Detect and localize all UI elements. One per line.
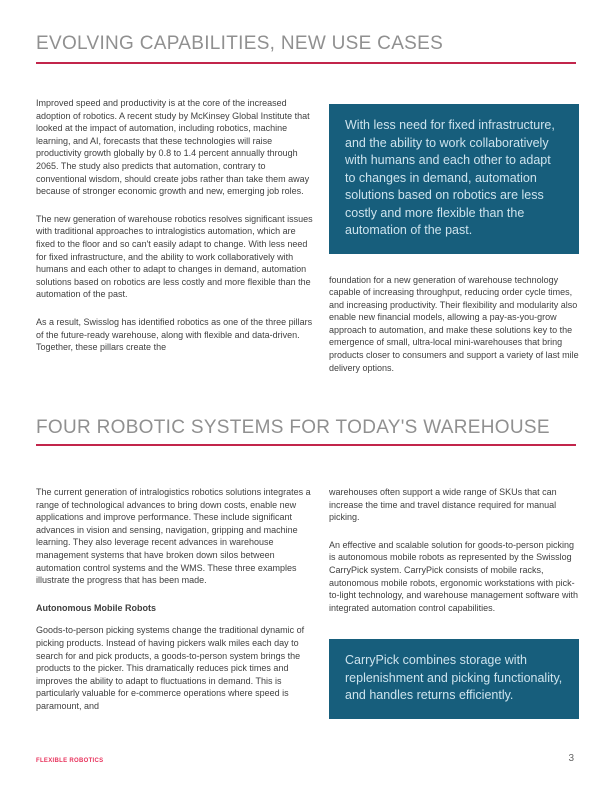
section1-divider-rule — [36, 62, 576, 64]
section1-right-column — [329, 97, 579, 389]
section1-title: EVOLVING CAPABILITIES, NEW USE CASES — [36, 33, 444, 54]
body-paragraph: As a result, Swisslog has identified robotics as one of the three pillars of the future-ready warehouse, along with flexible and data-driven. Together, these pillars create the — [36, 316, 313, 353]
body-paragraph: The current generation of intralogistics robotics solutions integrates a range of technological advances to bring down costs, enable new applications and improve performance. These include significant advances in vision and sensing, navigation, gripping and machine learning. They also leverage recent advances in warehouse management systems that have broken down silos between automation control systems and the WMS. These three examples illustrate the progress that has been made. — [36, 487, 311, 586]
pull-quote-box: With less need for fixed infrastructure, and the ability to work collaboratively with humans and each other to adapt to changes in demand, automation solutions based on robotics are less costly and more flexible than the automation of the past. — [329, 104, 579, 254]
pull-quote-box: CarryPick combines storage with replenishment and picking functionality, and handles returns efficiently. — [329, 639, 579, 719]
body-paragraph: foundation for a new generation of warehouse technology capable of increasing throughput, reducing order cycle times, and increasing productivity. Their flexibility and modularity also enable new financial models, allowing a pay-as-you-grow approach to automation, and make these solutions key to the emergence of small, ultra-local mini-warehouses that bring products closer to consumers and support a variety of last mile delivery options. — [329, 274, 579, 373]
footer-label: FLEXIBLE ROBOTICS — [36, 758, 104, 764]
section2-columns — [36, 486, 579, 728]
section2-title: FOUR ROBOTIC SYSTEMS FOR TODAY'S WAREHOUSE — [36, 417, 550, 438]
section2-left-column — [36, 486, 314, 728]
section2-right-column — [329, 486, 579, 728]
body-paragraph: Goods-to-person picking systems change the traditional dynamic of picking products. Instead of having pickers walk miles each day to search for and pick products, a goods-to-person system brings the products to the picker. This dramatically reduces pick times and improves the ability to adapt to fluctuations in demand. This is particularly valuable for e-commerce operations where speed is paramount, and — [36, 625, 305, 711]
section2-divider-rule — [36, 444, 576, 446]
body-paragraph: warehouses often support a wide range of SKUs that can increase the time and travel distance required for manual picking. — [329, 487, 557, 523]
body-paragraph: An effective and scalable solution for goods-to-person picking is autonomous mobile robots as represented by the Swisslog CarryPick system. CarryPick consists of mobile racks, autonomous mobile robots, ergonomic workstations with pick-to-light technology, and warehouse management software with integrated automation control capabilities. — [329, 539, 578, 613]
page-number: 3 — [568, 753, 574, 764]
subheading-autonomous-mobile-robots: Autonomous Mobile Robots — [36, 602, 156, 613]
section1-left-column — [36, 97, 314, 389]
section1-columns — [36, 97, 579, 389]
body-paragraph: The new generation of warehouse robotics resolves significant issues with traditional approaches to intralogistics automation, which are fixed to the floor and so can't easily adapt to change. With less need for fixed infrastructure, and the ability to work collaboratively with humans and each other to adapt to changes in demand, automation solutions based on robotics are less costly and more flexible than the automation of the past. — [36, 213, 313, 300]
body-paragraph: Improved speed and productivity is at the core of the increased adoption of robotics. A recent study by McKinsey Global Institute that looked at the impact of automation, including robotics, machine learning, and AI, forecasts that these technologies will raise productivity growth globally by 0.8 to 1.4 percent annually through 2065. The study also predicts that automation, contrary to conventional wisdom, should create jobs rather than take them away because of stronger economic growth and new, emerging job roles. — [36, 98, 310, 197]
